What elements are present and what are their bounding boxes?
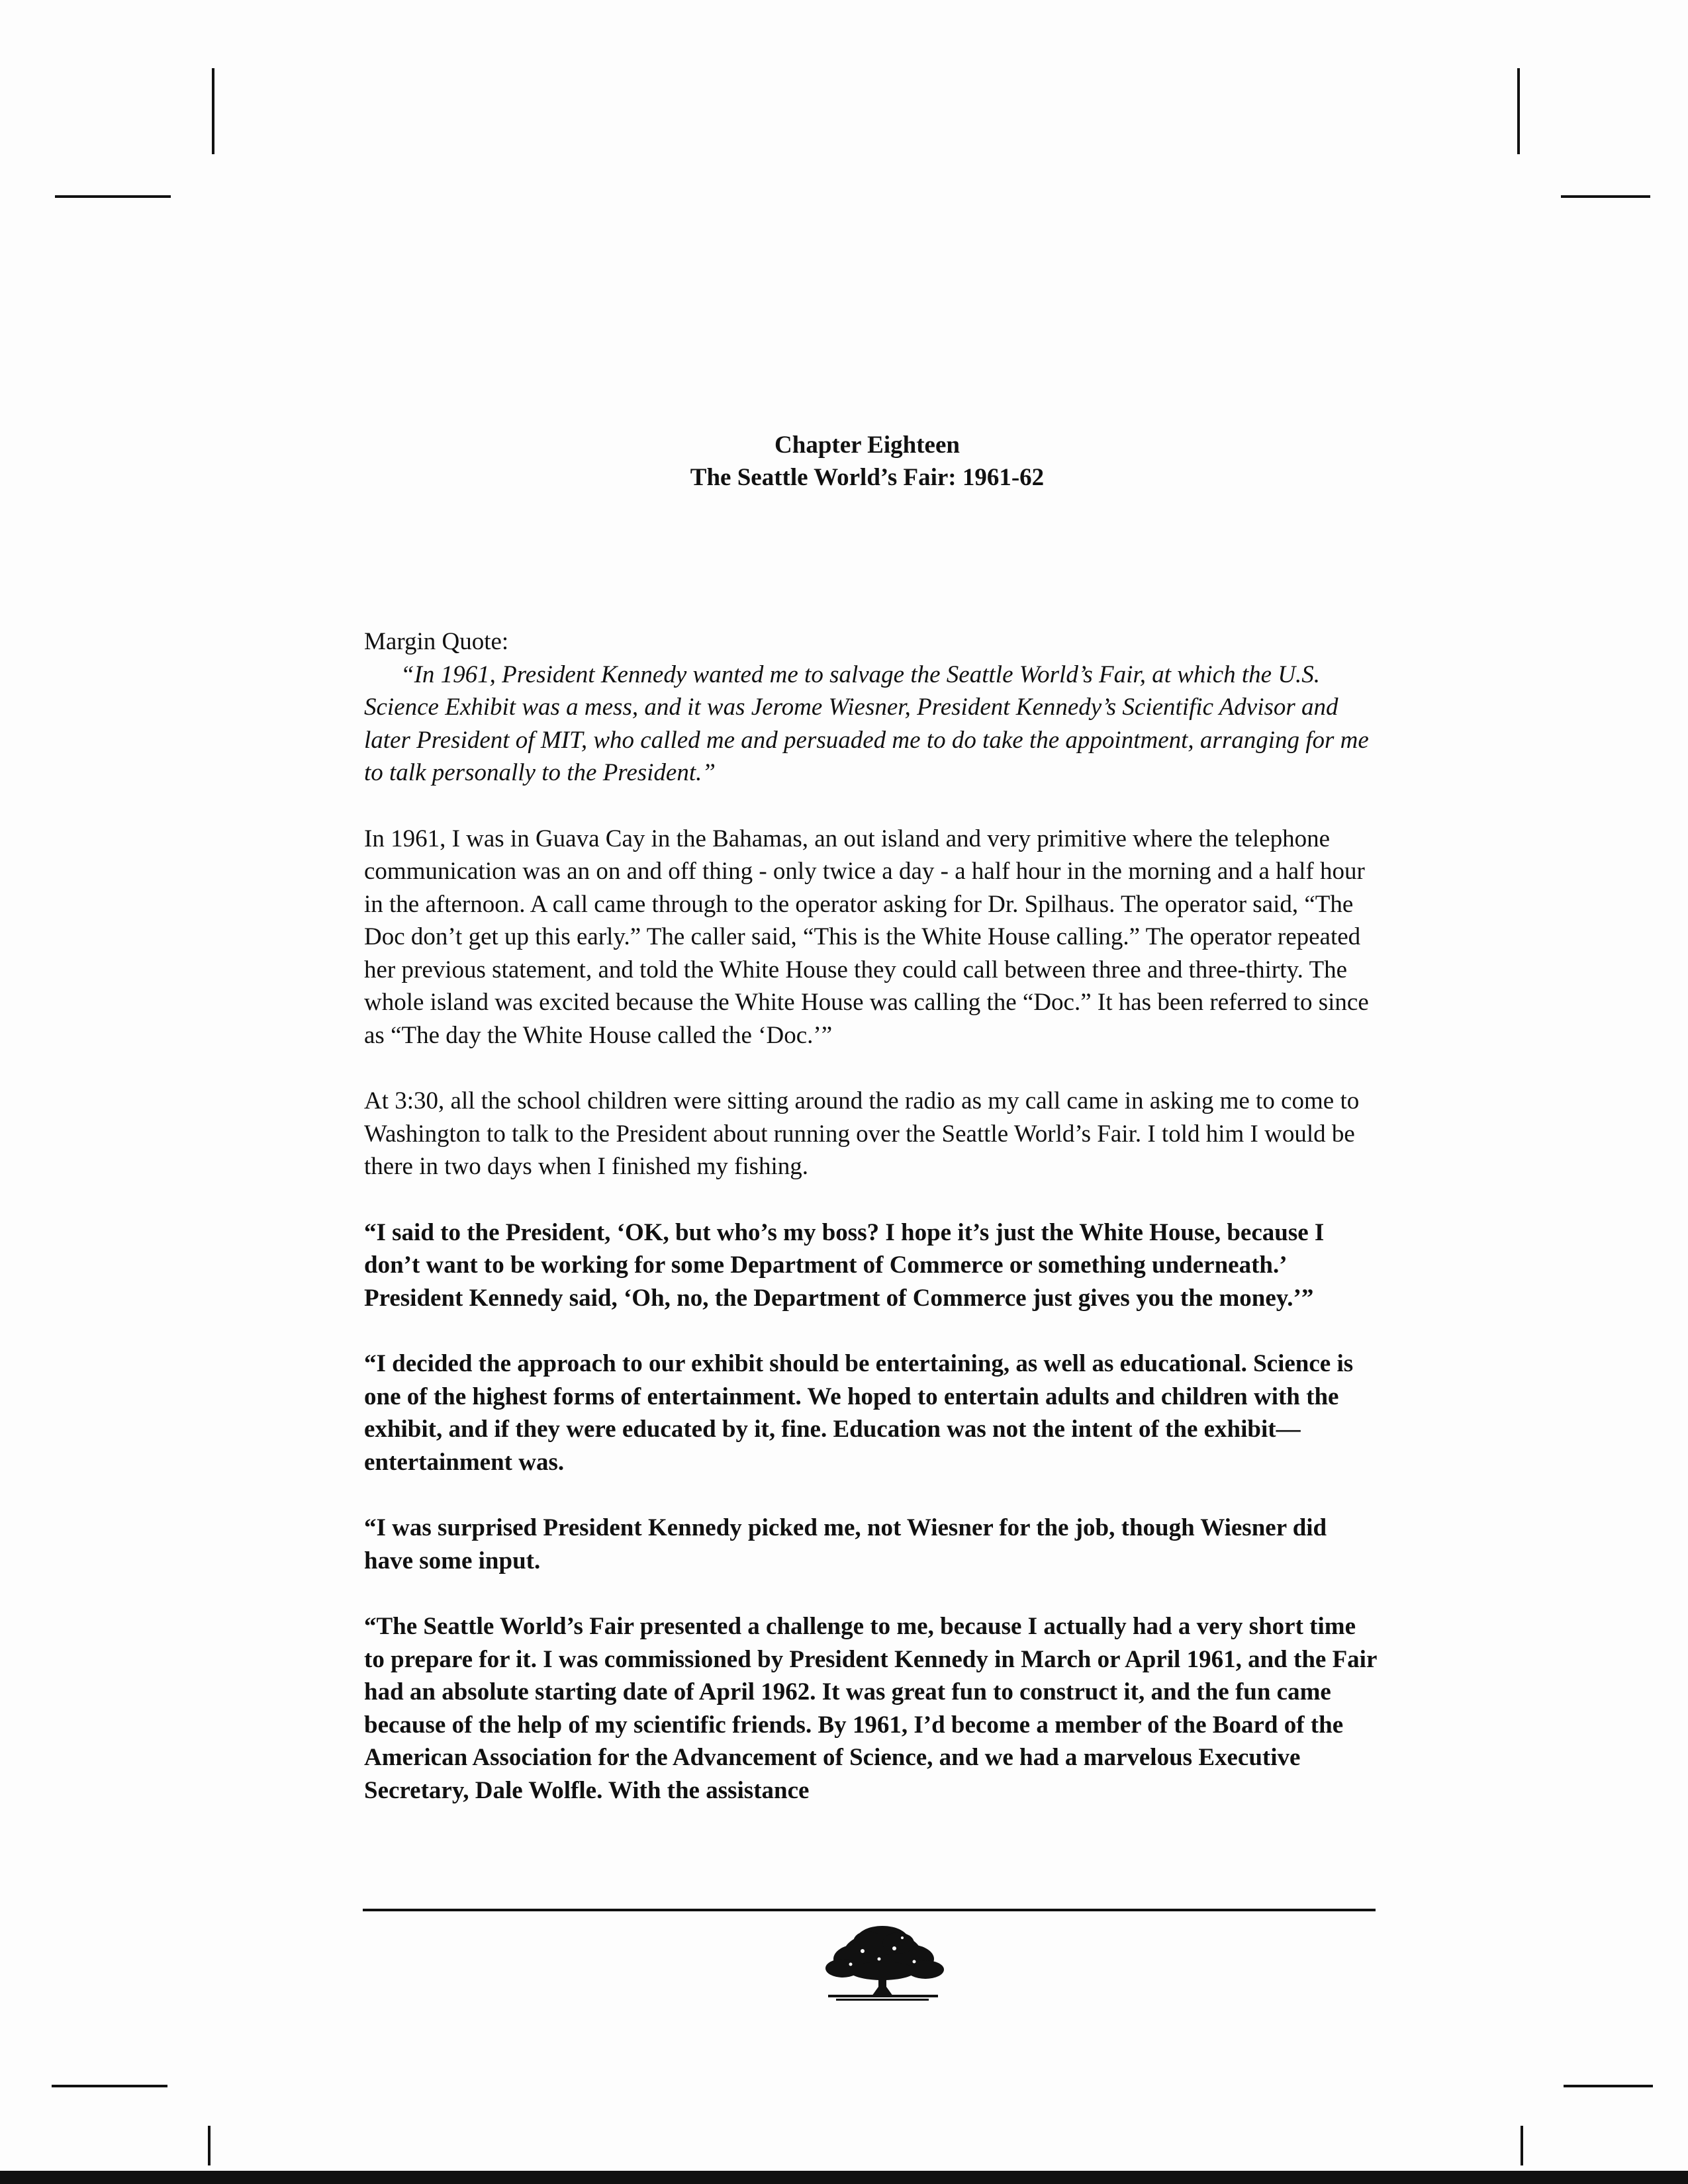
crop-mark-top-left-horizontal bbox=[55, 195, 171, 198]
crop-mark-bottom-left-vertical bbox=[208, 2126, 211, 2165]
paragraph-challenge: “The Seattle World’s Fair presented a challenge to me, because I actually had a very short time to prepare for it. I was commissioned by President Kennedy in March or April 1961, and the Fair had an absolute starting date of April 1962. It was great fun to construct it, and the fun came because of the help of my scientific friends. By 1961, I’d become a member of the Board of the American Association for the Advancement of Science, and we had a marvelous Executive Secretary, Dale Wolfle. With the assistance bbox=[364, 1613, 1377, 1804]
margin-quote-label: Margin Quote: bbox=[364, 628, 509, 655]
chapter-subtitle: The Seattle World’s Fair: 1961-62 bbox=[690, 464, 1045, 491]
crop-mark-top-right-vertical bbox=[1517, 68, 1520, 154]
paragraph-wiesner: “I was surprised President Kennedy picked me, not Wiesner for the job, though Wiesner did have some input. bbox=[364, 1514, 1327, 1574]
crop-mark-bottom-right-horizontal bbox=[1564, 2085, 1653, 2087]
oak-tree-icon bbox=[816, 1918, 949, 2007]
footer-rule bbox=[363, 1909, 1376, 1911]
chapter-header bbox=[0, 429, 1688, 494]
chapter-body bbox=[364, 625, 1380, 1807]
crop-mark-top-left-vertical bbox=[212, 68, 214, 154]
crop-mark-bottom-right-vertical bbox=[1521, 2126, 1523, 2165]
margin-quote-text: “In 1961, President Kennedy wanted me to salvage the Seattle World’s Fair, at which the U.S. Science Exhibit was a mess, and it was Jerome Wiesner, President Kennedy’s Scientific Advisor and later President of MIT, who called me and persuaded me to do take the appointment, arranging for me to talk personally to the President.” bbox=[364, 660, 1369, 786]
crop-mark-top-right-horizontal bbox=[1561, 195, 1650, 198]
paragraph-boss: “I said to the President, ‘OK, but who’s my boss? I hope it’s just the White House, because I don’t want to be working for some Department of Commerce or something underneath.’ President Kennedy said, ‘Oh, no, the Department of Commerce just gives you the money.’” bbox=[364, 1218, 1325, 1312]
paragraph-exhibit-approach: “I decided the approach to our exhibit should be entertaining, as well as educational. Science is one of the highest forms of entertainment. We hoped to entertain adults and children with the exhibit, and if they were educated by it, fine. Education was not the intent of the exhibit—entertainment was. bbox=[364, 1350, 1354, 1476]
paragraph-washington-call: At 3:30, all the school children were sitting around the radio as my call came in asking me to come to Washington to talk to the President about running over the Seattle World’s Fair. I told him I would be there in two days when I finished my fishing. bbox=[364, 1087, 1360, 1180]
crop-mark-bottom-left-horizontal bbox=[52, 2085, 167, 2087]
chapter-title: Chapter Eighteen bbox=[774, 432, 960, 459]
scan-bottom-edge bbox=[0, 2171, 1688, 2184]
paragraph-guava-cay: In 1961, I was in Guava Cay in the Bahamas, an out island and very primitive where the telephone communication was an on and off thing - only twice a day - a half hour in the morning and a half hour in the afternoon. A call came through to the operator asking for Dr. Spilhaus. The operator said, “The Doc don’t get up this early.” The caller said, “This is the White House calling.” The operator repeated her previous statement, and told the White House they could call between three and three-thirty. The whole island was excited because the White House was calling the “Doc.” It has been referred to since as “The day the White House called the ‘Doc.’” bbox=[364, 825, 1369, 1049]
